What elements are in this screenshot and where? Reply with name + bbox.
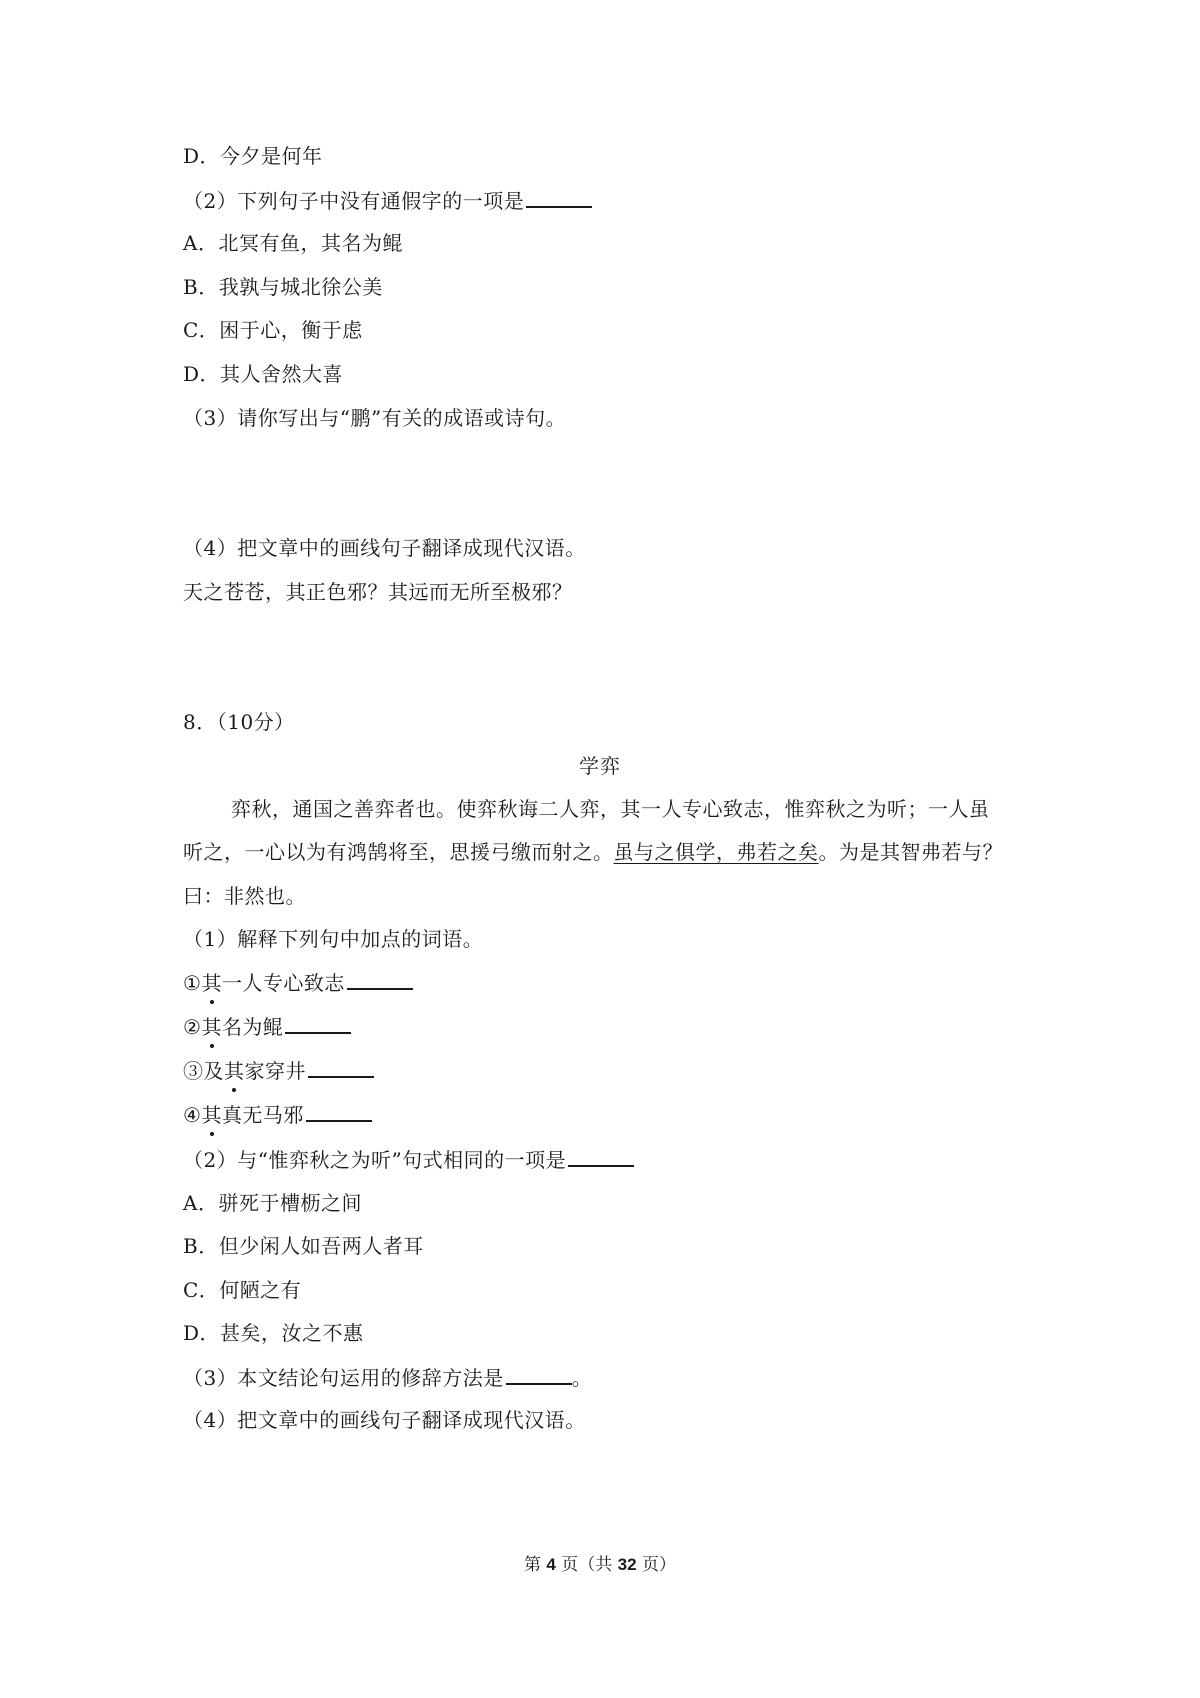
- q7-sub4-sentence: 天之苍苍，其正色邪？其远而无所至极邪？: [183, 580, 573, 604]
- q8-sub2-question: [183, 1145, 634, 1174]
- item-prefix: ②: [183, 1015, 202, 1039]
- dotted-word: 其: [224, 1059, 245, 1083]
- passage-line-2: [183, 838, 1003, 866]
- q7-sub2-text: （2）下列句子中没有通假字的一项是: [183, 189, 525, 213]
- q8-sub3-text: （3）本文结论句运用的修辞方法是: [183, 1366, 504, 1390]
- footer-suffix: 页）: [636, 1555, 676, 1575]
- passage-line-3: 曰：非然也。: [183, 884, 306, 908]
- q8-header: 8．（10分）: [183, 710, 295, 734]
- q8-sub2-option-a: A．骈死于槽枥之间: [183, 1191, 362, 1215]
- answer-blank[interactable]: [347, 968, 413, 990]
- item-prefix: ④: [183, 1103, 202, 1127]
- item-rest: 真无马邪: [221, 1103, 304, 1127]
- footer-middle: 页（共: [555, 1555, 618, 1575]
- q8-sub1-question: （1）解释下列句中加点的词语。: [183, 927, 484, 951]
- answer-blank[interactable]: [526, 186, 592, 208]
- answer-blank[interactable]: [308, 1056, 374, 1078]
- dotted-word: 其: [201, 971, 222, 995]
- q8-sub2-option-c: C．何陋之有: [183, 1278, 302, 1302]
- q7-sub2-option-b: B．我孰与城北徐公美: [183, 275, 383, 299]
- passage-line-1: 弈秋，通国之善弈者也。使弈秋诲二人弈，其一人专心致志，惟弈秋之为听；一人虽: [231, 797, 990, 821]
- q8-sub1-item-4: [183, 1100, 372, 1129]
- answer-blank[interactable]: [506, 1363, 572, 1385]
- dotted-word: 其: [201, 1015, 222, 1039]
- q7-sub4-question: （4）把文章中的画线句子翻译成现代汉语。: [183, 536, 586, 560]
- page-footer: [0, 1553, 1200, 1577]
- item-prefix: ①: [183, 971, 202, 995]
- footer-prefix: 第: [523, 1555, 547, 1575]
- q8-sub2-option-d: D．甚矣，汝之不惠: [183, 1321, 364, 1345]
- q8-sub1-item-1: [183, 968, 413, 997]
- item-rest: 一人专心致志: [221, 971, 345, 995]
- item-rest: 家穿井: [244, 1059, 306, 1083]
- q8-sub2-option-b: B．但少闲人如吾两人者耳: [183, 1234, 424, 1258]
- item-prefix: ③及: [183, 1059, 224, 1083]
- passage-line-2-end: 。为是其智弗若与？: [818, 840, 1003, 864]
- q8-sub4-question: （4）把文章中的画线句子翻译成现代汉语。: [183, 1408, 586, 1432]
- answer-blank[interactable]: [285, 1012, 351, 1034]
- page-total: 32: [617, 1555, 637, 1574]
- dotted-word: 其: [201, 1103, 222, 1127]
- q7-sub2-question: [183, 186, 592, 215]
- underlined-sentence: 虽与之俱学，弗若之矣: [613, 840, 819, 864]
- passage-title: 学弈: [579, 754, 621, 778]
- q7-sub2-option-c: C．困于心，衡于虑: [183, 318, 363, 342]
- item-rest: 名为鲲: [221, 1015, 284, 1039]
- answer-blank[interactable]: [568, 1145, 634, 1167]
- passage-line-2-start: 听之，一心以为有鸿鹄将至，思援弓缴而射之。: [183, 840, 614, 864]
- q7-sub2-option-d: D．其人舍然大喜: [183, 362, 344, 386]
- q8-sub3-question: [183, 1363, 592, 1392]
- q8-sub1-item-3: [183, 1056, 374, 1085]
- page-number: 4: [546, 1555, 556, 1574]
- answer-blank[interactable]: [306, 1100, 372, 1122]
- q7-sub3-question: （3）请你写出与“鹏”有关的成语或诗句。: [183, 406, 567, 430]
- q7-option-d-prev: D．今夕是何年: [183, 144, 323, 168]
- q8-sub2-text: （2）与“惟弈秋之为听”句式相同的一项是: [183, 1148, 567, 1172]
- q8-sub1-item-2: [183, 1012, 351, 1041]
- q7-sub2-option-a: A．北冥有鱼，其名为鲲: [183, 231, 403, 255]
- q8-sub3-suffix: 。: [571, 1366, 593, 1390]
